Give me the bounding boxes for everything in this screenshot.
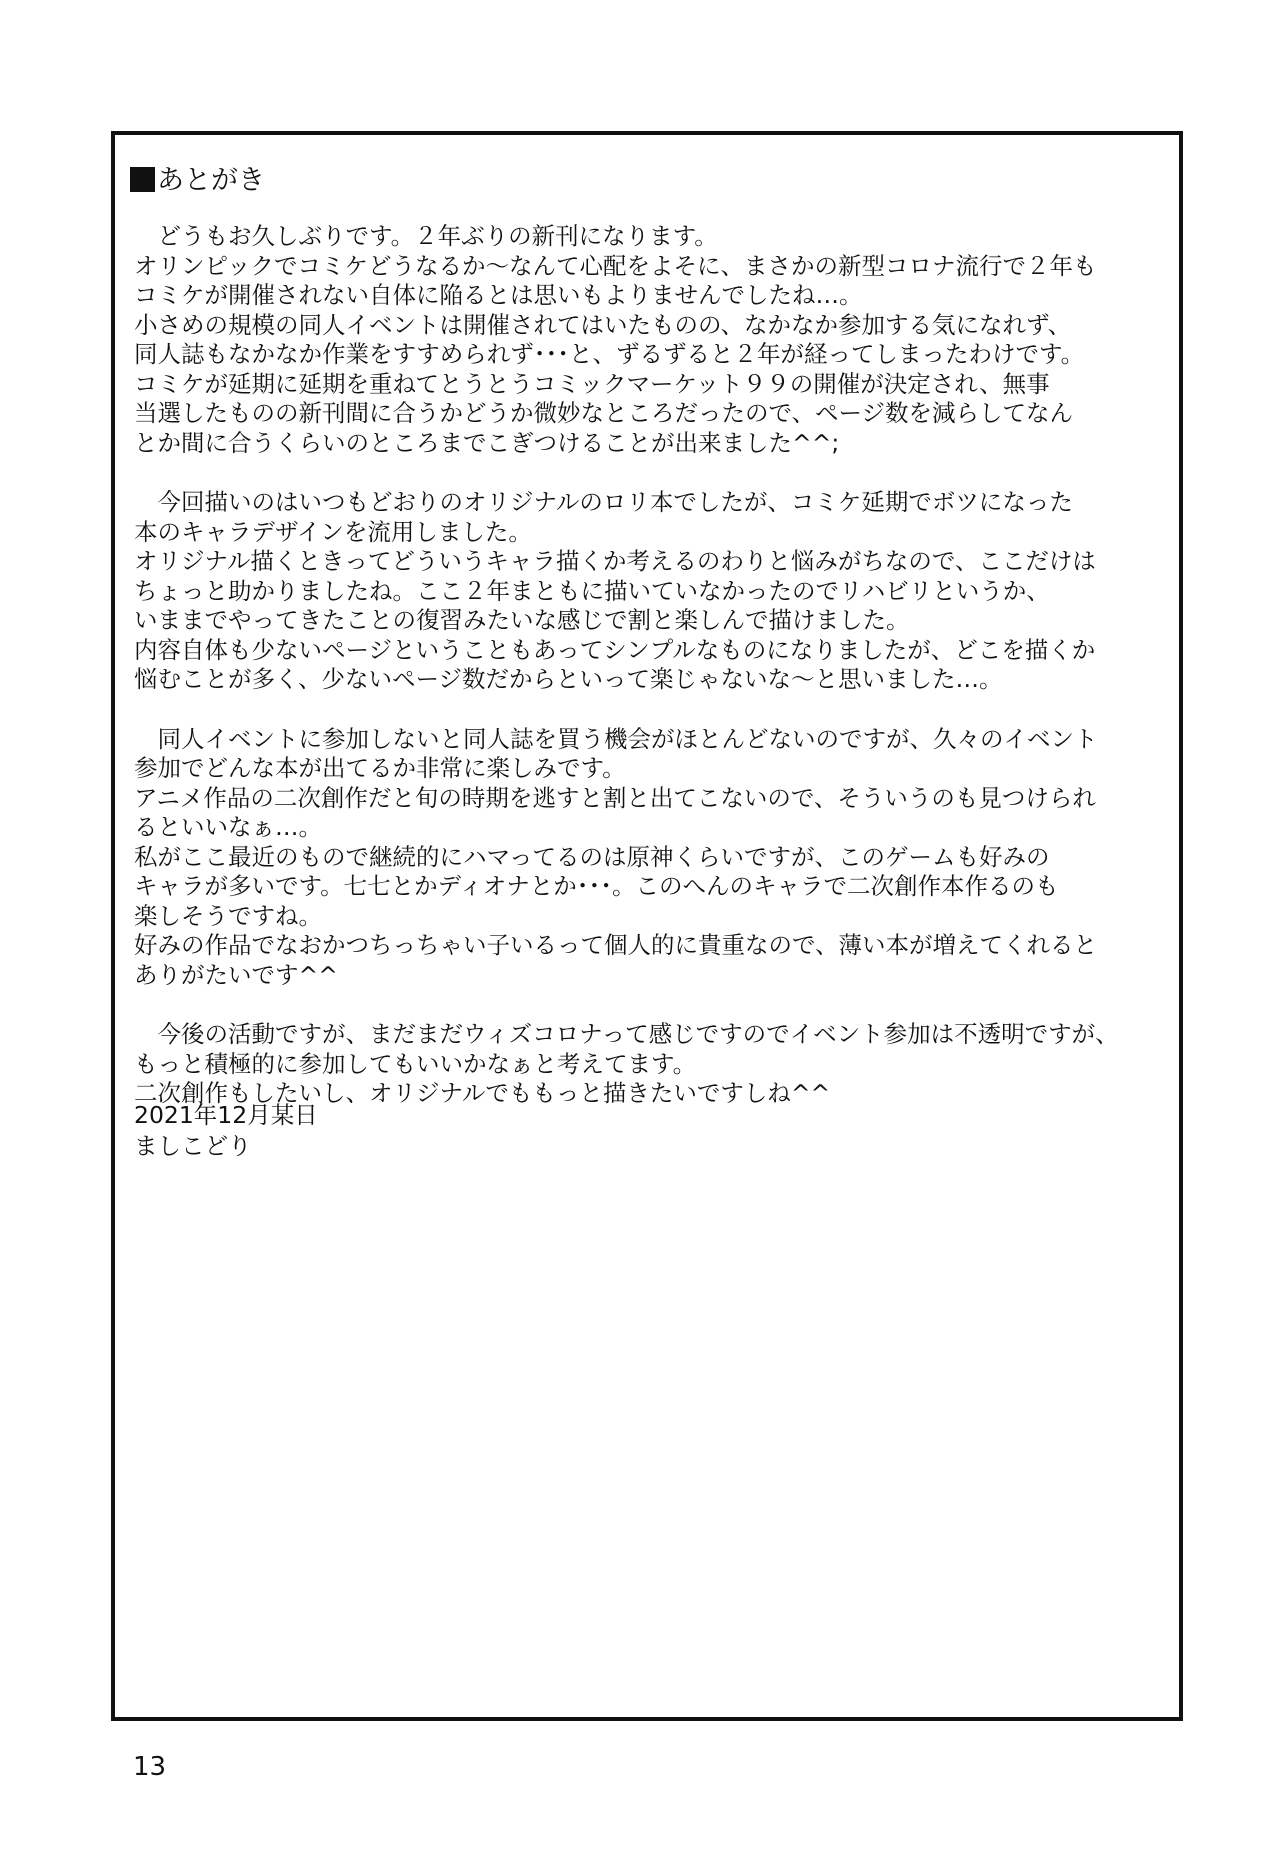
text-line: 今後の活動ですが、まだまだウィズコロナって感じですのでイベント参加は不透明ですが、 bbox=[134, 1020, 1119, 1048]
afterword-heading bbox=[130, 163, 265, 199]
text-line: もっと積極的に参加してもいいかなぁと考えてます。 bbox=[134, 1049, 697, 1078]
author-name: ましこどり bbox=[134, 1132, 252, 1160]
text-line: 本のキャラデザインを流用しました。 bbox=[134, 517, 532, 546]
text-line: 好みの作品でなおかつちっちゃい子いるって個人的に貴重なので、薄い本が増えてくれると bbox=[134, 931, 1098, 959]
afterword-title: あとがき bbox=[157, 165, 265, 196]
paragraph-gap bbox=[134, 990, 1174, 1020]
text-line: 同人イベントに参加しないと同人誌を買う機会がほとんどないのですが、久々のイベント bbox=[134, 724, 1098, 753]
afterword-date: 2021年12月某日 bbox=[134, 1101, 318, 1129]
text-line: とか間に合うくらいのところまでこぎつけることが出来ました^^; bbox=[134, 428, 840, 457]
text-line: オリンピックでコミケどうなるか〜なんて心配をよそに、まさかの新型コロナ流行で２年も bbox=[134, 251, 1097, 280]
text-line: キャラが多いです。七七とかディオナとか･･･。このへんのキャラで二次創作本作るのも bbox=[134, 872, 1059, 900]
signature-block bbox=[134, 1100, 318, 1162]
text-line: 二次創作もしたいし、オリジナルでももっと描きたいですしね^^ bbox=[134, 1079, 831, 1107]
page-number: 13 bbox=[133, 1752, 167, 1782]
paragraph-gap bbox=[134, 458, 1174, 488]
text-line: るといいなぁ…。 bbox=[134, 813, 322, 841]
text-line: 楽しそうですね。 bbox=[134, 901, 322, 930]
text-line: コミケが開催されない自体に陥るとは思いもよりませんでしたね…。 bbox=[134, 281, 863, 309]
paragraph bbox=[134, 222, 1174, 458]
text-line: 小さめの規模の同人イベントは開催されてはいたものの、なかなか参加する気になれず、 bbox=[134, 310, 1072, 339]
text-line: コミケが延期に延期を重ねてとうとうコミックマーケット９９の開催が決定され、無事 bbox=[134, 369, 1050, 398]
text-line: 参加でどんな本が出てるか非常に楽しみです。 bbox=[134, 754, 626, 782]
text-line: ありがたいです^^ bbox=[134, 960, 338, 989]
paragraph bbox=[134, 488, 1174, 695]
text-line: どうもお久しぶりです。２年ぶりの新刊になります。 bbox=[134, 222, 718, 250]
text-line: 当選したものの新刊間に合うかどうか微妙なところだったので、ページ数を減らしてなん bbox=[134, 399, 1074, 427]
text-line: いままでやってきたことの復習みたいな感じで割と楽しんで描けました。 bbox=[134, 606, 910, 634]
paragraph-gap bbox=[134, 695, 1174, 725]
text-line: アニメ作品の二次創作だと旬の時期を逃すと割と出てこないので、そういうのも見つけられ bbox=[134, 783, 1096, 812]
text-line: 私がここ最近のもので継続的にハマってるのは原神くらいですが、このゲームも好みの bbox=[134, 842, 1050, 871]
text-line: 内容自体も少ないページということもあってシンプルなものになりましたが、どこを描くか bbox=[134, 635, 1096, 664]
paragraph bbox=[134, 725, 1174, 991]
paragraph bbox=[134, 1020, 1174, 1109]
black-square-icon bbox=[130, 167, 155, 192]
text-line: 同人誌もなかなか作業をすすめられず･･･と、ずるずると２年が経ってしまったわけです。 bbox=[134, 340, 1085, 368]
afterword-body bbox=[134, 222, 1174, 1109]
text-line: オリジナル描くときってどういうキャラ描くか考えるのわりと悩みがちなので、ここだけは bbox=[134, 547, 1096, 575]
text-line: ちょっと助かりましたね。ここ２年まともに描いていなかったのでリハビリというか、 bbox=[134, 576, 1050, 605]
text-line: 悩むことが多く、少ないページ数だからといって楽じゃないな〜と思いました…。 bbox=[134, 665, 1003, 693]
text-line: 今回描いのはいつもどおりのオリジナルのロリ本でしたが、コミケ延期でボツになった bbox=[134, 488, 1073, 516]
